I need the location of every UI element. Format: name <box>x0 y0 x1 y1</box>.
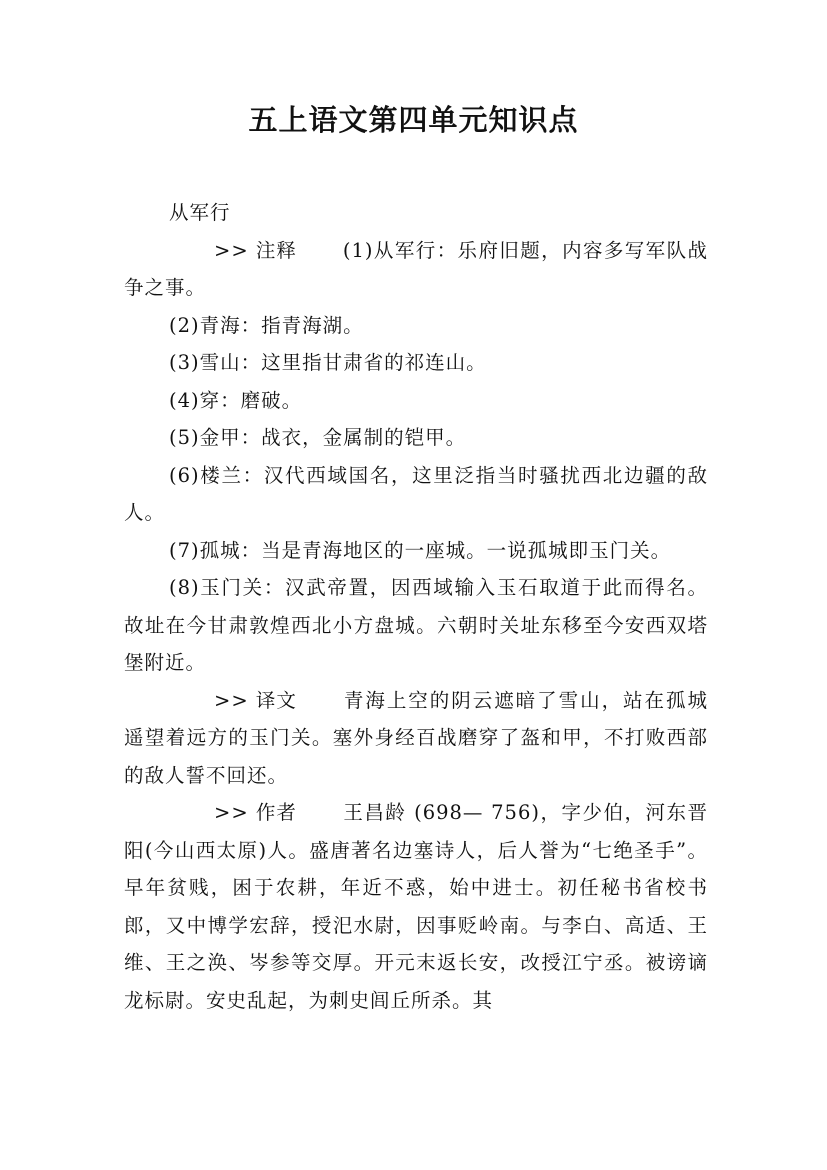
notes-item-2: (2)青海：指青海湖。 <box>169 313 364 337</box>
translation-paragraph <box>124 682 708 795</box>
notes-item-5: (5)金甲：战衣，金属制的铠甲。 <box>169 426 467 449</box>
translation-text: 青海上空的阴云遮暗了雪山，站在孤城遥望着远方的玉门关。塞外身经百战磨穿了盔和甲，不打败西部的敌人誓不回还。 <box>124 688 708 787</box>
notes-item-7: (7)孤城：当是青海地区的一座城。一说孤城即玉门关。 <box>169 538 672 562</box>
notes-item-4: (4)穿：磨破。 <box>169 388 303 412</box>
section-title: 从军行 <box>169 201 231 224</box>
notes-item: (1)从军行：乐府旧题，内容多写军队战争之事。 <box>124 238 708 299</box>
notes-item-6: (6)楼兰：汉代西域国名，这里泛指当时骚扰西北边疆的敌人。 <box>124 463 708 524</box>
notes-item-3: (3)雪山：这里指甘肃省的祁连山。 <box>169 351 487 374</box>
document-body <box>124 194 708 1019</box>
notes-item-1-paragraph <box>124 232 708 307</box>
document-title: 五上语文第四单元知识点 <box>248 103 579 137</box>
author-paragraph <box>124 794 708 1019</box>
translation-marker: >> 译文 <box>214 688 297 712</box>
notes-item-8: (8)玉门关：汉武帝置，因西域输入玉石取道于此而得名。故址在今甘肃敦煌西北小方盘城。六朝时关址东移至今安西双塔堡附近。 <box>124 576 708 674</box>
notes-marker: >> 注释 <box>214 238 297 262</box>
author-marker: >> 作者 <box>214 801 297 824</box>
author-text: 王昌龄 (698— 756)，字少伯，河东晋阳(今山西太原)人。盛唐著名边塞诗人，后人誉为“七绝圣手”。早年贫贱，困于农耕，年近不惑，始中进士。初任秘书省校书郎，又中博学宏辞，授汜水尉，因事贬岭南。与李白、高适、王维、王之涣、岑参等交厚。开元末返长安，改授江宁丞。被谤谪龙标尉。安史乱起，为刺史闾丘所杀。其 <box>124 801 708 1012</box>
